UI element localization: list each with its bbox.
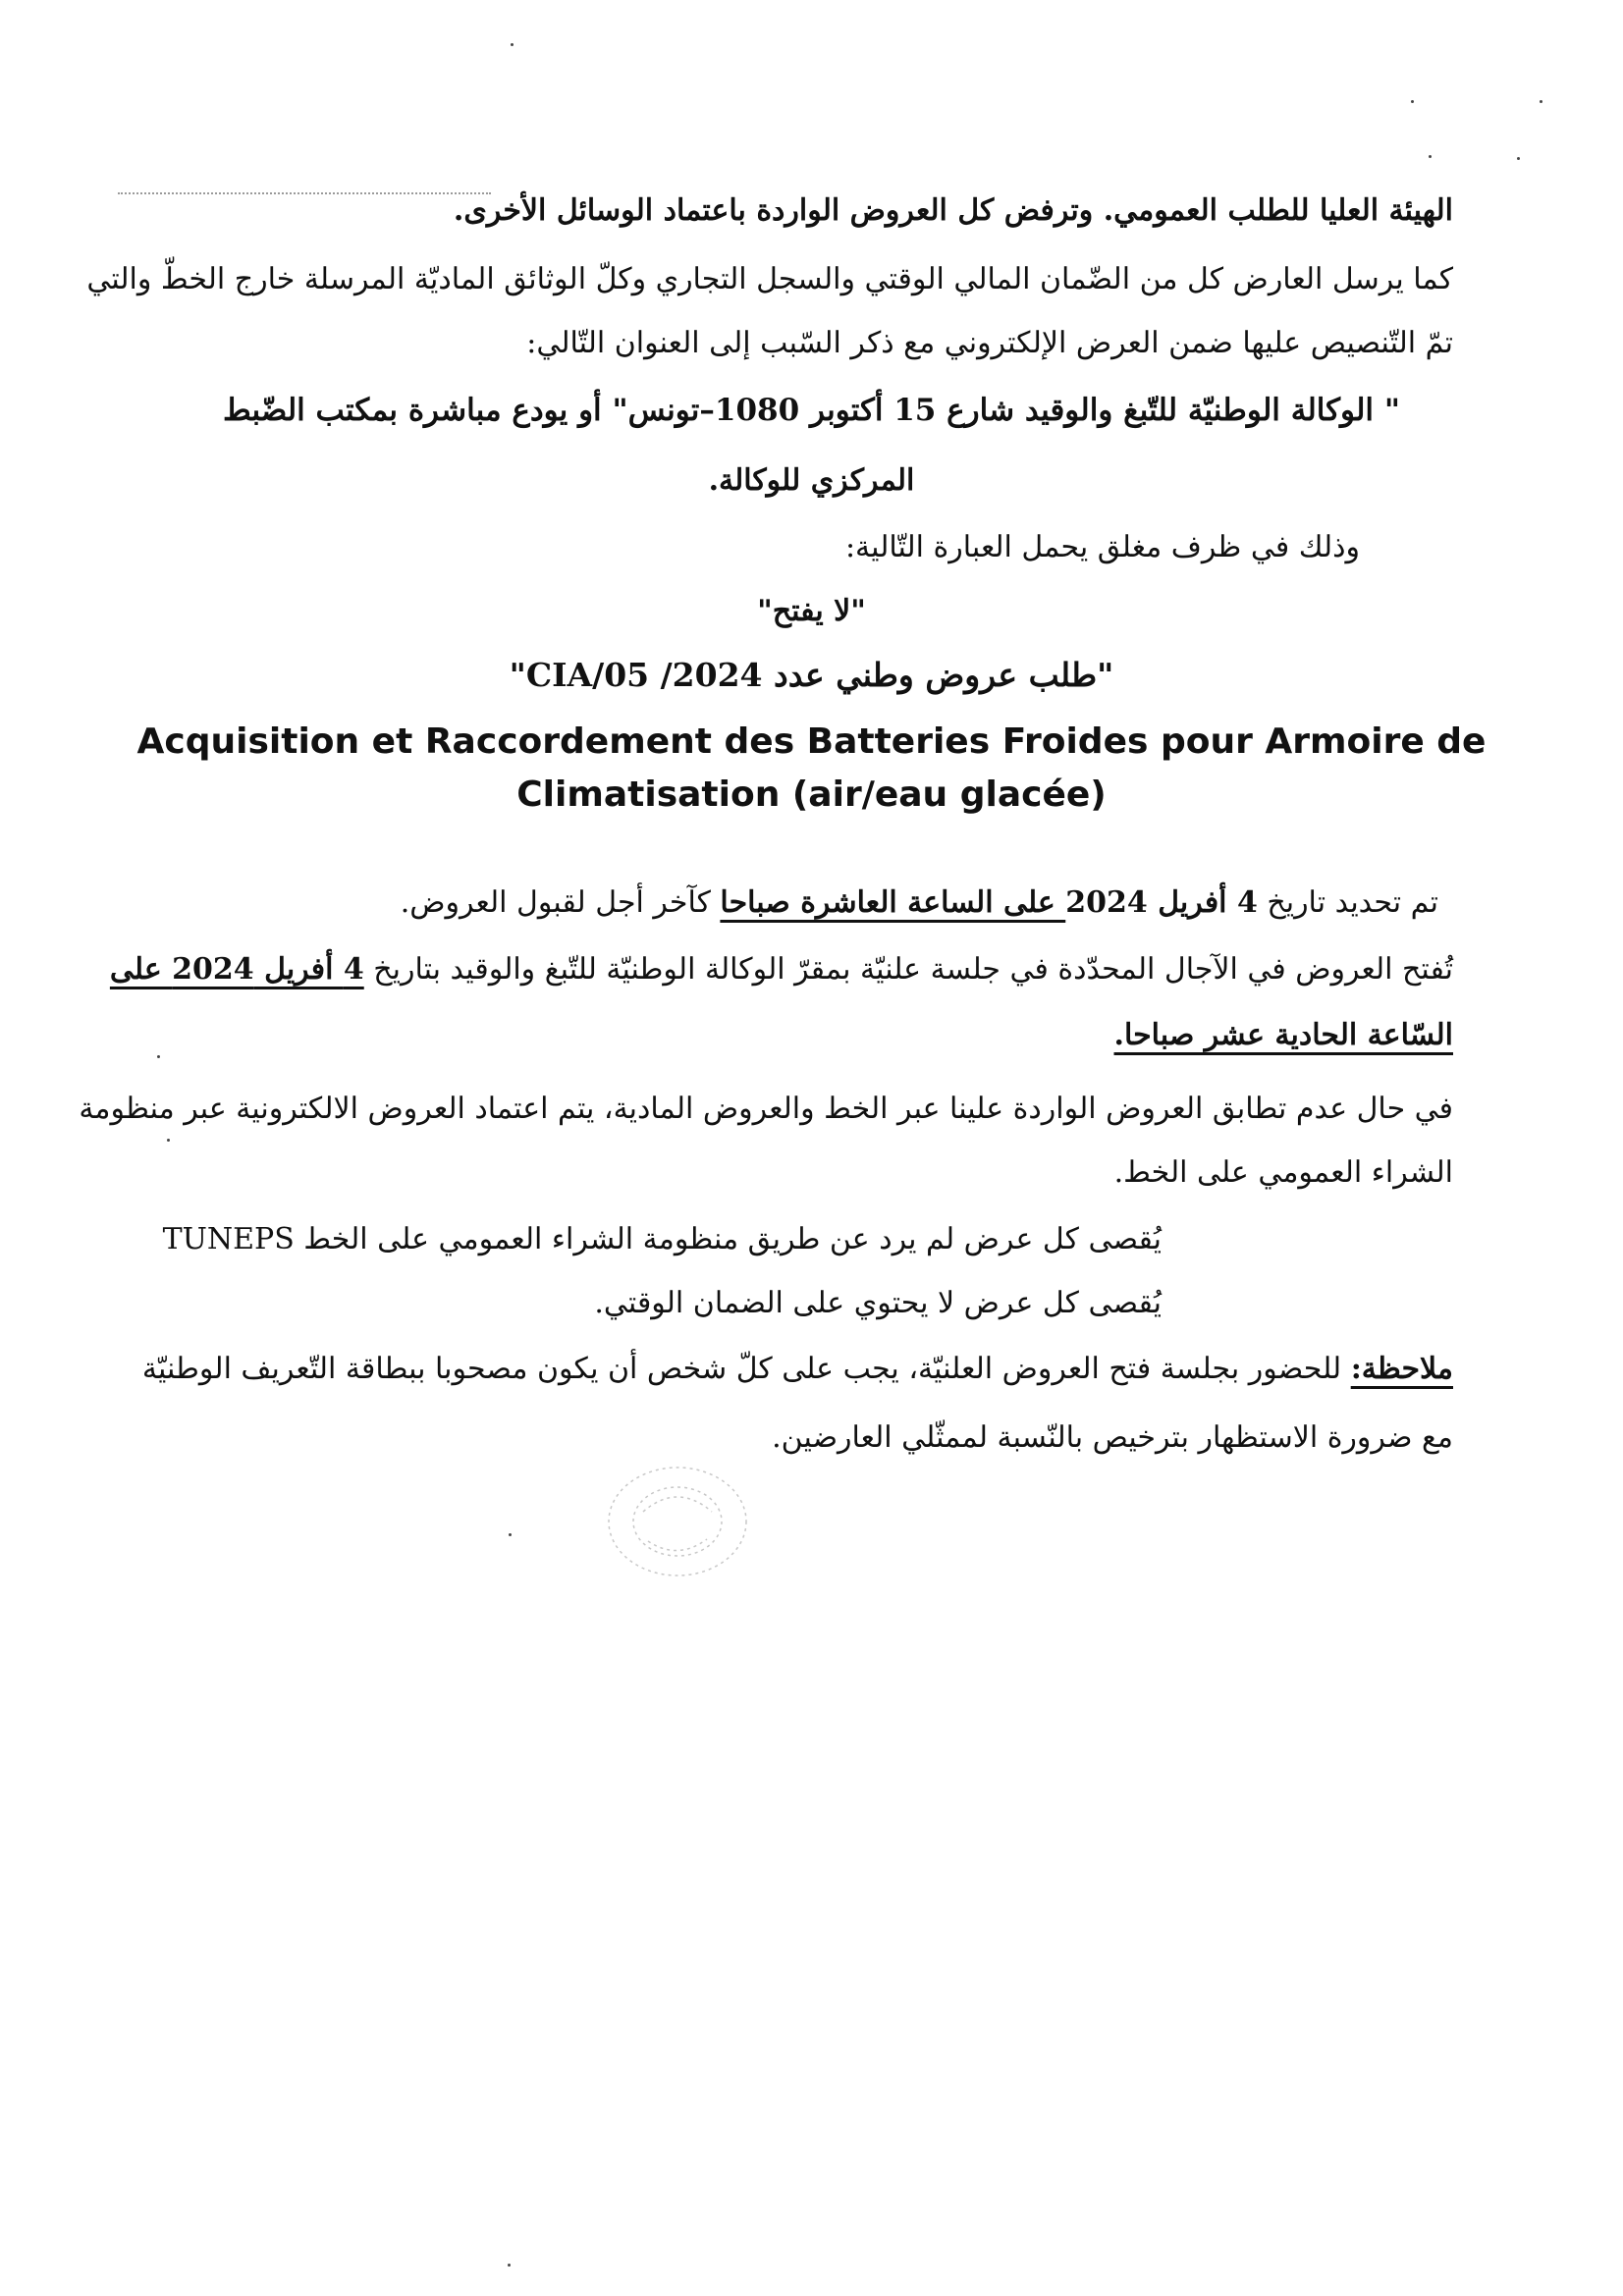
mismatch-line-2: الشراء العمومي على الخط.: [1113, 1155, 1453, 1190]
deadline-text-d: كآخر أجل لقبول العروض.: [400, 885, 721, 920]
scan-speck: [1540, 100, 1542, 103]
opening-text-a: تُفتح العروض في الآجال المحدّدة في جلسة علنيّة بمقرّ الوكالة الوطنيّة للتّبغ والوقيد بتاريخ: [363, 952, 1453, 987]
scan-speck: [157, 1055, 160, 1058]
french-title-line-2: Climatisation (air/eau glacée): [516, 774, 1107, 815]
french-title-line-1: Acquisition et Raccordement des Batteries Froides pour Armoire de: [136, 721, 1487, 762]
do-not-open-label: "لا يفتح": [757, 594, 866, 628]
scan-speck: [167, 1139, 170, 1142]
note-text: للحضور بجلسة فتح العروض العلنيّة، يجب على كلّ شخص أن يكون مصحوبا ببطاقة التّعريف الوطنيّة: [141, 1352, 1351, 1386]
tender-reference: "طلب عروض وطني عدد CIA/05 /2024": [509, 656, 1114, 694]
paragraph-line-2: كما يرسل العارض كل من الضّمان المالي الوقتي والسجل التجاري وكلّ الوثائق الماديّة المرسلة خارج الخطّ والتي: [86, 262, 1453, 296]
note-line-1: [142, 1350, 1453, 1389]
opening-date: 4 أفريل 2024 على: [109, 952, 364, 987]
deadline-time: على الساعة العاشرة صباحا: [720, 885, 1066, 920]
deadline-date: 4 أفريل 2024: [1065, 885, 1258, 920]
opening-time: السّاعة الحادية عشر صباحا.: [1113, 1018, 1453, 1052]
opening-sentence: [110, 950, 1453, 989]
envelope-instruction: وذلك في ظرف مغلق يحمل العبارة التّالية:: [844, 530, 1360, 564]
paragraph-line-1: الهيئة العليا للطلب العمومي. وترفض كل العروض الواردة باعتماد الوسائل الأخرى.: [453, 193, 1453, 228]
faint-stamp-icon: [574, 1453, 781, 1590]
exclusion-rule-1: يُقصى كل عرض لم يرد عن طريق منظومة الشراء العمومي على الخط TUNEPS: [162, 1222, 1162, 1256]
scan-speck: [1411, 100, 1414, 103]
paragraph-line-3: تمّ التّنصيص عليها ضمن العرض الإلكتروني مع ذكر السّبب إلى العنوان التّالي:: [526, 326, 1453, 360]
deadline-text-a: تم تحديد تاريخ: [1257, 885, 1438, 920]
scan-speck: [1429, 155, 1432, 158]
address-line-1: " الوكالة الوطنيّة للتّبغ والوقيد شارع 15 أكتوبر 1080–تونس" أو يودع مباشرة بمكتب الضّبط: [223, 393, 1400, 428]
mismatch-line-1: في حال عدم تطابق العروض الواردة علينا عبر الخط والعروض المادية، يتم اعتماد العروض الالكترونية عبر منظومة: [79, 1092, 1453, 1126]
address-line-2: المركزي للوكالة.: [708, 463, 915, 498]
note-line-2: مع ضرورة الاستظهار بترخيص بالنّسبة لممثّلي العارضين.: [772, 1420, 1453, 1455]
scan-speck: [508, 2264, 511, 2267]
scan-speck: [511, 43, 514, 46]
scan-speck: [1517, 157, 1520, 160]
scan-dotted-line: [118, 192, 491, 196]
exclusion-rule-2: يُقصى كل عرض لا يحتوي على الضمان الوقتي.: [594, 1286, 1162, 1320]
scan-speck: [509, 1533, 512, 1536]
note-label: ملاحظة:: [1350, 1352, 1453, 1386]
deadline-sentence: [401, 883, 1438, 923]
